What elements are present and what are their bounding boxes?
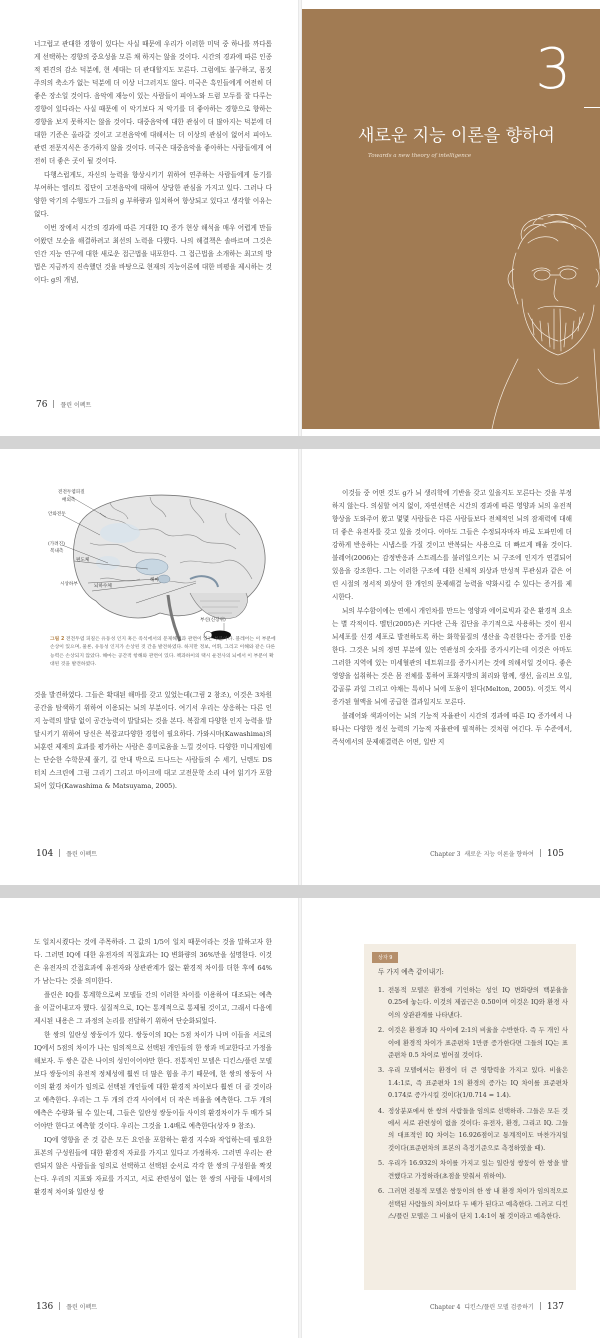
list-item (378, 1024, 568, 1061)
body-text (332, 487, 572, 750)
figure-label: 배외측 (62, 498, 76, 503)
folio-divider (59, 1302, 60, 1310)
paragraph: 이것들 중 어떤 것도 g가 뇌 생리학에 기반을 갖고 있을지도 모른다는 것을 부정하지 않는다. 의심할 여지 없이, 자연선택은 시간의 경과에 따른 영양과 뇌의 유전적 향상을 도와주어 왔고 몇몇 사람들은 다른 사람들보다 전체적인 뇌의 잠재력에 대해 더 좋은 유전자를 갖고 있을 것이다. 아마도 그들은 수정되자마자 바로 도파민에 더 강하게 반응하는 시냅스를 가질 것이고 반복되는 사용으로 더 빠르게 배울 것이다. 블레어(2006)는 감정반응과 스트레스를 불러일으키는 뇌 구조에 인지가 연결되어 있음을 강조한다. 그는 이러한 구조에 대한 신체적 외상과 만성적 무관심과 같은 어린 시절의 정서적 외상이 한 개인의 문제해결 능력을 약화시킬 수 있다는 증거를 제시한다. (332, 489, 572, 601)
folio-divider (540, 849, 541, 857)
box-list (378, 984, 568, 1225)
box-intro: 두 가지 예측 같이내기: (378, 968, 444, 976)
paragraph: 너그럽고 관대한 경향이 있다는 사실 때문에 우리가 이러한 미덕 중 하나를 까다롭게 선택하는 경향의 중요성을 모른 채 하지는 않을 것이다. 시간의 경과에 따른 인종적 편견의 감소 덕분에, 현 세대는 더 관대할지도 모른다. 그럼에도 불구하고, 몸짓주의의 축소가 없는 덕분에 더 이상 너그러지도 않다. 미국은 흑인들에게 여전히 더 좋은 장소일 것이다. 음악에 재능이 있는 사람들이 피아노와 드럼 모두를 잘 다루는 경향이 있다라는 사실 때문에 이 악기보다 저 악기를 더 좋아하는 경향으로 향하는 경향을 보지 못하지는 않을 것이다. 대중음악에 대한 관심이 더 많아지는 덕분에 더 대한 기준은 올라갈 것이고 고전음악에 대해서는 더 이상의 관심이 없어서 피아노 관련 전문지식은 증가하지 않을 것이다. 미국은 대중음악을 좋아하는 사람들에게 여전히 더 좋은 곳이 될 것이다. (34, 40, 272, 165)
item-number: 4. (378, 1106, 385, 1115)
chapter-number: 3 (535, 37, 572, 102)
folio-divider (53, 400, 54, 408)
list-item (378, 1157, 568, 1182)
paragraph: 다행스럽게도, 자신의 능력을 향상시키기 위하여 연주하는 사람들에게 동기를 부여하는 엘리트 집단이 고전음악에 대하여 상당한 관심을 가지고 있다. 그러나 다양한 악기의 수행도가 그들의 g 부하량과 일치하여 향상되고 있다고 생각할 이유는 없다. (34, 171, 272, 218)
paragraph: 도 일치시켰다는 것에 주목하라. 그 값의 1/5이 일치 때문이라는 것을 말하고자 한다. 그러면 IQ에 대한 유전자의 직접효과는 IQ 변화량의 36%만을 설명한다. 이것은 유전자의 간접효과에 유전자와 상관관계가 없는 환경적 차이를 더한 후에 64%가 남는다는 것을 의미한다. (34, 938, 272, 985)
figure-label: 해마 (150, 578, 159, 583)
paragraph: 이번 장에서 시간의 경과에 따른 거대한 IQ 증가 현상 해석을 매우 어렵게 만들어왔던 모순을 해결하려고 최선의 노력을 다했다. 나의 해결책은 솔바르며 그것은 인간 지능 연구에 대한 새로운 접근법을 내포한다. 그 접근법을 소개하는 최고의 방법은 지금까지 진속했던 것을 바탕으로 현재의 지능이론에 대한 비평을 제시하는 것이다: g의 개념, (34, 224, 272, 284)
item-number: 3. (378, 1066, 385, 1075)
chapter-subtitle: Towards a new theory of intelligence (368, 153, 472, 159)
folio (430, 1302, 564, 1312)
folio (36, 1302, 97, 1312)
portrait-line-drawing (488, 209, 600, 429)
running-head: 플린 이펙트 (60, 402, 92, 409)
running-head: 플린 이펙트 (66, 1304, 98, 1311)
page-number: 104 (36, 849, 54, 859)
body-text (34, 936, 272, 1200)
sidebar-box (364, 944, 576, 1290)
figure-label: 안와전두 (48, 512, 66, 517)
caption-text: 전전두엽 피질은 유동성 인지 혹은 즉석에서의 문제해결과 관련이 있는 부분이다. 블레어는 이 부분에 손상이 있으며, 물론, 유동성 인지가 손상된 것 간을 발견하였다. 하지만 정보, 어휘, 그리고 이해와 같은 다른 능력은 손상되지 않았다. 해마는 공간적 항해와 관련이 있다. 책과하이의 택시 운전사의 뇌에서 이 부분이 확대된 것을 발견하였다. (50, 637, 276, 668)
body-text (34, 689, 272, 794)
paragraph: 블레어와 색과이어는 뇌의 기능적 자율관이 시간의 경과에 따른 IQ 증가에서 나타나는 다양한 정신 능력의 기능적 자율관에 필적하는 것처럼 여긴다. 두 수준에서, 즉석에서의 문제해결력은 어떤, 일반 지 (332, 712, 572, 746)
list-item (378, 1064, 568, 1101)
item-text: 이것은 환경과 IQ 사이에 2:1의 비율을 수반한다. 즉 두 개인 사이에 환경적 차이가 표준편차 1만큼 증가한다면 그들의 IQ는 표준편차 0.5 차이로 벌어질 것이다. (388, 1026, 568, 1060)
brain-illustration (40, 483, 280, 651)
list-item (378, 984, 568, 1021)
chapter-opener-panel (302, 9, 600, 429)
page-number: 105 (546, 849, 564, 859)
folio (36, 400, 91, 410)
figure-caption (50, 636, 278, 670)
page-76 (0, 0, 298, 436)
folio (36, 849, 97, 859)
paragraph: 것을 발견하였다. 그들은 확대된 해마를 갖고 있었는데(그림 2 참조), 이것은 3차원 공간을 탐색하기 위하여 이용되는 뇌의 부분이다. 여기서 우리는 상응하는 다른 인지 능력의 발달 없이 공간능력이 발달되는 것을 본다. 복잡계 다양한 인지 능력을 발달시키기 위하여 당신은 복잡교다양한 경험이 필요하다. 가와시마(Kawashima)의 뇌훈련 제재의 효과를 평가하는 사람은 흥미로움을 느낄 것이다. 다양한 미니게임에는 단순한 수학문제 풀기, 길 안내 박으로 드나드는 사람들의 수 세기, 닌텐도 DS 터치 스크린에 그림 그리기 그리고 마이크에 대고 고전문학 소리 내어 읽기가 포함되어 있다(Kawashima & Matsuyama, 2005). (34, 691, 272, 790)
chapter-title: 새로운 지능 이론을 향하여 (358, 126, 555, 146)
paragraph: 한 쌍의 일란성 쌍둥이가 있다. 쌍둥이의 IQ는 5점 차이가 나며 이들을 서로의 IQ에서 5점의 차이가 나는 임의적으로 선택된 개인들의 한 쌍과 비교한다고 가정을 해보자. 두 쌍은 같은 나이의 성인이어야만 한다. 전통적인 모델은 디킨스/플린 모델보다 쌍둥이의 유전적 정체성에 훨씬 더 많은 힘을 주기 때문에, 한 쌍의 쌍둥이 사이의 환경 차이가 임의로 선택된 개인들에 대한 환경적 차이보다 훨씬 더 클 것이라고 예측한다. 우리는 그 두 개의 간격 사이에서 더 작은 비율을 예측한다. 그두 개의 예측은 수량화 될 수 있는데, 그들은 일란성 쌍둥이들 사이의 환경차이가 두 배가 되어야만 한다고 예측할 것이다. 우리는 그것을 1.4배로 예측한다(상자 9 참조). (34, 1031, 272, 1130)
item-text: 정상분포에서 한 쌍의 사람들을 임의로 선택하라. 그들은 모든 것에서 서로 관련성이 없을 것이다: 유전자, 환경, 그리고 IQ. 그들의 대표적인 IQ 차이는 16.926점이고 통계적이도 마찬가지일 것이다(표준편차의 표본의 측정기준으로 측정하였을 때). (388, 1106, 568, 1152)
figure-label: 뇌하수체 (94, 584, 112, 589)
running-head: 플린 이펙트 (66, 851, 98, 858)
list-item (378, 1185, 568, 1222)
page-137 (302, 898, 600, 1338)
book-spread-76-77 (0, 0, 600, 436)
folio (430, 849, 564, 859)
page-number: 137 (546, 1302, 564, 1312)
page-136 (0, 898, 298, 1338)
item-number: 5. (378, 1159, 385, 1168)
paragraph: 플린은 IQ를 통계학으로써 모델들 간의 이러한 차이를 이용하여 대조되는 예측을 이끌어내고자 했다. 실질적으로, IQ는 통계적으로 통제될 것이고, 그래서 다음에 제시된 내용은 그 과정의 논리를 전달하기 위하여 단순화되었다. (34, 991, 272, 1025)
figure-label: 부신(신장위) (200, 618, 226, 623)
page-number: 76 (36, 400, 48, 410)
item-text: 우리 모델에서는 환경이 더 큰 영향력을 가지고 있다. 비율은 1.4:1로, 즉 표준편차 1의 환경의 증가는 IQ 차이를 표준편차 0.174로 증가시킬 것이다(1/0.714 = 1.4). (388, 1066, 568, 1100)
box-tag: 상자 9 (372, 952, 398, 963)
body-text (34, 38, 272, 288)
caption-number: 그림 2 (50, 637, 65, 642)
page-77 (302, 0, 600, 436)
chapter-label: Chapter 3 (430, 851, 461, 858)
book-spread-104-105 (0, 449, 600, 885)
item-number: 1. (378, 986, 385, 994)
item-text: 우리가 16.932의 차이를 가지고 있는 일란성 쌍둥이 한 쌍을 발견했다고 가정하라(초점을 맞춰서 위하여). (388, 1159, 568, 1180)
item-number: 2. (378, 1026, 385, 1035)
item-text: 전통적 모델은 환경에 기인하는 성인 IQ 변화량의 백분율을 0.25에 놓는다. 이것의 제곱근은 0.50이며 이것은 IQ와 환경 사이의 상관관계를 나타낸다. (388, 986, 568, 1019)
figure-label: 시상하부 (60, 582, 78, 587)
page-104 (0, 449, 298, 885)
list-item (378, 1105, 568, 1155)
chapter-label: Chapter 4 (429, 1304, 461, 1311)
item-number: 6. (378, 1187, 385, 1196)
page-number: 136 (36, 1302, 54, 1312)
folio-divider (540, 1302, 541, 1310)
figure-label: 편도체 (76, 558, 90, 563)
book-spread-136-137 (0, 898, 600, 1338)
paragraph: 뇌의 부수함이에는 연예시 개인차를 만드는 영양과 에어로빅과 같은 환경적 요소는 별 각적이다. 멜턴(2005)은 커다란 근육 집단을 주기적으로 사용하는 것이 원시 뇌세포를 신경 세포로 발전하도록 하는 화학물질의 생산을 촉진한다는 증거를 인용한다. 그것은 뇌의 정면 부분에 있는 연관성의 숫자를 증가시키는데 이것은 아마도 그러한 지역에 있는 미세혈관의 네트워크를 증가시키는 것에 의해서일 것이다. 좋은 영양을 섭취하는 것은 몸 전체를 통하여 포화지방의 최리와 함께, 생선, 올리브 오일, 갑골류 과일 그리고 야채는 특히나 뇌에 도움이 된다(Melton, 2005). 이것도 역시 증가된 혈액을 뇌에 공급한 결과일지도 모른다. (332, 607, 572, 706)
figure-label: 전전두엽피질 (58, 490, 85, 495)
item-text: 그러면 전통적 모델은 쌍둥이의 한 쌍 내 환경 차이가 임의적으로 선택된 사람들의 차이보다 두 배가 된다고 예측한다. 그러고 디킨스/플린 모델은 그 비율이 단지 1.4:1이 될 것이라고 예측한다. (388, 1187, 568, 1220)
figure-label: 복내측 (50, 549, 64, 554)
running-head: 새로운 지능 이론을 향하여 (464, 851, 534, 858)
paragraph: IQ에 영향을 준 것 같은 모든 요인을 포함하는 환경 지수와 작업하는데 필요한 표본의 구성원들에 대한 환경적 자료를 가지고 있다고 가정하자. 그러면 우리는 관련되지 않은 사람들을 임의로 선택하고 선택된 순서로 각각 한 쌍의 구성원을 짝짓는다. 우리의 지표와 자료를 가지고, 서로 관련성이 없는 한 쌍의 사람들 내에서의 환경적 차이와 일란성 쌍 (34, 1136, 272, 1196)
figure-label: (가려진) (48, 542, 65, 547)
folio-divider (59, 849, 60, 857)
running-head: 디킨스/플린 모델 검증하기 (464, 1304, 534, 1311)
page-105 (302, 449, 600, 885)
chapter-rule (584, 107, 600, 108)
